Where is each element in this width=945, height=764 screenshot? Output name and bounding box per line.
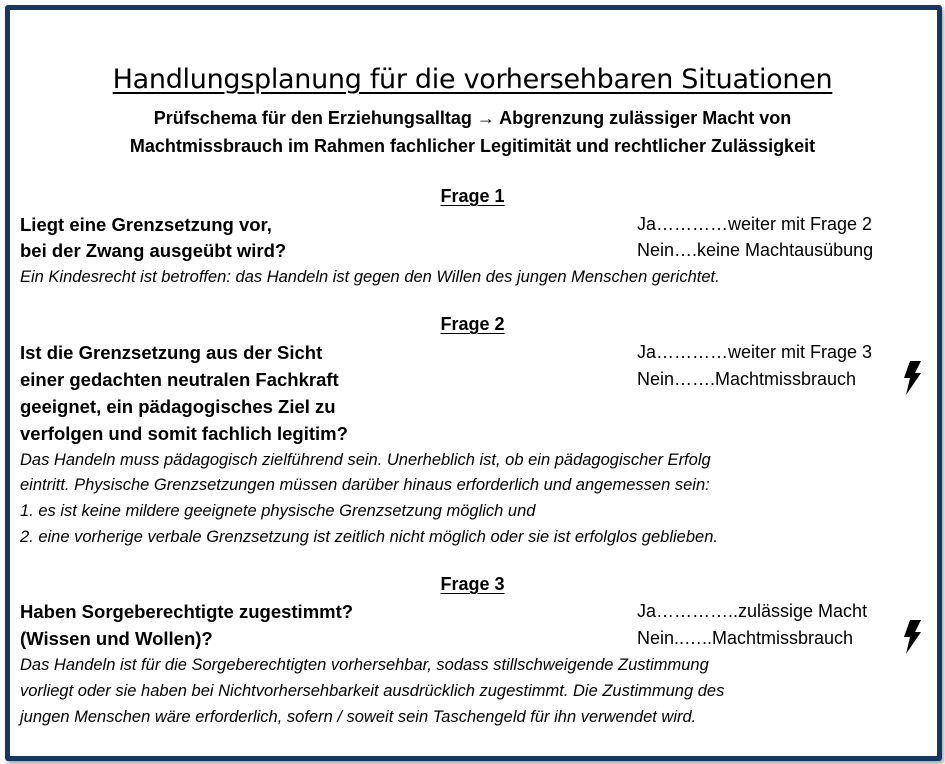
question-1-line-2: bei der Zwang ausgeübt wird? [20,240,287,261]
question-3-answer-yes: Ja…………..zulässige Macht [637,601,868,621]
question-2-note-2: eintritt. Physische Grenzsetzungen müssen darüber hinaus erforderlich und angemessen sein: [20,476,710,494]
question-1-note: Ein Kindesrecht ist betroffen: das Handeln ist gegen den Willen des jungen Menschen gerichtet. [20,268,720,286]
question-2-line-4: verfolgen und somit fachlich legitim? [20,423,348,444]
question-1-answer-yes: Ja…………weiter mit Frage 2 [637,214,873,234]
subtitle-line-1: Prüfschema für den Erziehungsalltag → Abgrenzung zulässiger Macht von [153,108,792,128]
question-3-heading: Frage 3 [440,574,505,594]
question-2-line-2: einer gedachten neutralen Fachkraft [20,369,339,390]
question-1-line-1: Liegt eine Grenzsetzung vor, [20,214,272,235]
question-3-line-2: (Wissen und Wollen)? [20,628,213,649]
question-3-answer-no: Nein..…..Machtmissbrauch [637,628,854,648]
lightning-bolt-icon [902,361,922,395]
question-3-line-1: Haben Sorgeberechtigte zugestimmt? [20,601,354,622]
question-2-note-3: 1. es ist keine mildere geeignete physische Grenzsetzung möglich und [20,502,536,520]
subtitle-line-2: Machtmissbrauch im Rahmen fachlicher Legitimität und rechtlicher Zulässigkeit [129,136,816,156]
question-2-note-4: 2. eine vorherige verbale Grenzsetzung ist zeitlich nicht möglich oder sie ist erfolglos geblieben. [20,528,718,546]
question-2-note-1: Das Handeln muss pädagogisch zielführend sein. Unerheblich ist, ob ein pädagogischer Erfolg [20,451,711,469]
question-1-answer-no: Nein….keine Machtausübung [637,240,874,260]
question-1-heading: Frage 1 [440,186,505,206]
question-2-line-1: Ist die Grenzsetzung aus der Sicht [20,342,323,363]
question-3-note-1: Das Handeln ist für die Sorgeberechtigten vorhersehbar, sodass stillschweigende Zustimmung [20,656,709,674]
question-2-line-3: geeignet, ein pädagogisches Ziel zu [20,396,336,417]
question-3-note-3: jungen Menschen wäre erforderlich, sofern / soweit sein Taschengeld für ihn verwendet wird. [20,708,697,726]
lightning-bolt-icon [902,620,922,654]
page-title: Handlungsplanung für die vorhersehbaren Situationen [112,64,833,95]
question-2-answer-yes: Ja…………weiter mit Frage 3 [637,342,873,362]
question-2-heading: Frage 2 [440,314,505,334]
question-2-answer-no: Nein…….Machtmissbrauch [637,369,857,389]
question-3-note-2: vorliegt oder sie haben bei Nichtvorhersehbarkeit ausdrücklich zugestimmt. Die Zustimmung des [20,682,725,700]
